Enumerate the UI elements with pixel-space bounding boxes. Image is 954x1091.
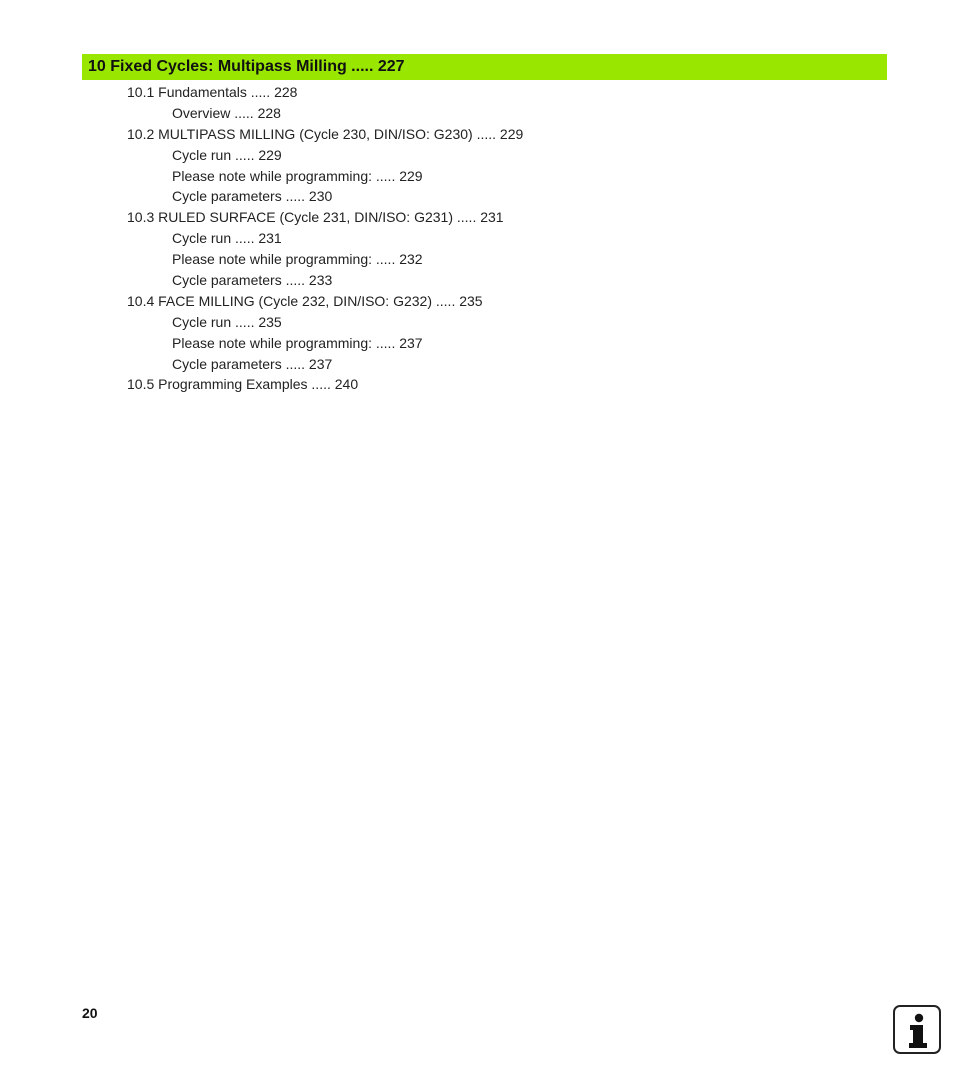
chapter-title: 10 Fixed Cycles: Multipass Milling ..... 227 [88,58,405,75]
table-of-contents [0,82,954,395]
toc-section-entry[interactable]: 10.2 MULTIPASS MILLING (Cycle 230, DIN/ISO: G230) ..... 229 [127,125,524,142]
toc-subsection-entry[interactable]: Cycle run ..... 231 [172,230,282,247]
page-number: 20 [82,1005,98,1021]
toc-subsection-entry[interactable]: Cycle parameters ..... 233 [172,272,333,289]
toc-section-entry[interactable]: 10.3 RULED SURFACE (Cycle 231, DIN/ISO: G231) ..... 231 [127,209,504,226]
toc-subsection-entry[interactable]: Cycle parameters ..... 237 [172,355,333,372]
toc-subsection-entry[interactable]: Cycle run ..... 229 [172,146,282,163]
toc-section-entry[interactable]: 10.1 Fundamentals ..... 228 [127,84,298,100]
toc-subsection-entry[interactable]: Please note while programming: ..... 229 [172,167,423,184]
toc-subsection-entry[interactable]: Please note while programming: ..... 237 [172,334,423,351]
info-icon [893,1005,941,1054]
toc-subsection-entry[interactable]: Overview ..... 228 [172,104,281,121]
toc-subsection-entry[interactable]: Cycle run ..... 235 [172,313,282,330]
toc-section-entry[interactable]: 10.5 Programming Examples ..... 240 [127,376,359,393]
chapter-banner [82,54,887,80]
toc-subsection-entry[interactable]: Please note while programming: ..... 232 [172,251,423,268]
toc-section-entry[interactable]: 10.4 FACE MILLING (Cycle 232, DIN/ISO: G232) ..... 235 [127,292,483,309]
toc-subsection-entry[interactable]: Cycle parameters ..... 230 [172,188,333,205]
